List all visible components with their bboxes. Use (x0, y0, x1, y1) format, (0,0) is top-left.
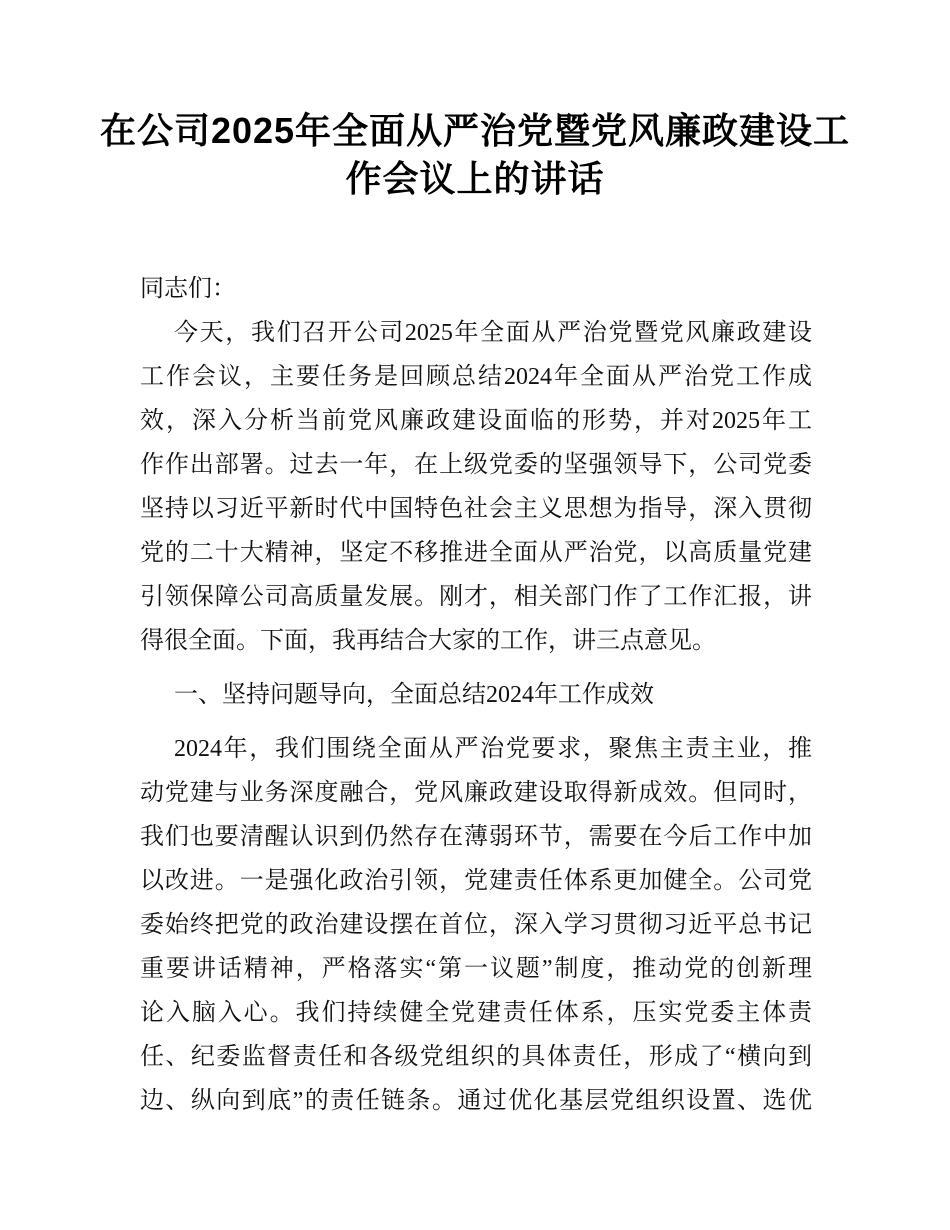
text-line: 效，深入分析当前党风廉政建设面临的形势，并对2025年工 (140, 408, 812, 434)
text-line: 边、纵向到底”的责任链条。通过优化基层党组织设置、选优 (140, 1088, 812, 1114)
paragraph-opening (140, 311, 812, 663)
title-line-1: 在公司2025年全面从严治党暨党风廉政建设工 (99, 110, 851, 151)
text-line: 任、纪委监督责任和各级党组织的具体责任，形成了“横向到 (140, 1044, 812, 1070)
title-line-2: 作会议上的讲话 (345, 158, 605, 199)
text-line: 一、坚持问题导向，全面总结2024年工作成效 (174, 682, 654, 708)
text-line: 我们也要清醒认识到仍然存在薄弱环节，需要在今后工作中加 (140, 824, 812, 850)
text-line: 同志们： (140, 276, 236, 302)
text-line: 以改进。一是强化政治引领，党建责任体系更加健全。公司党 (140, 868, 812, 894)
text-line: 工作会议，主要任务是回顾总结2024年全面从严治党工作成 (140, 364, 812, 390)
salutation (140, 267, 812, 311)
text-line: 坚持以习近平新时代中国特色社会主义思想为指导，深入贯彻 (140, 496, 812, 522)
text-line: 论入脑入心。我们持续健全党建责任体系，压实党委主体责 (140, 1000, 812, 1026)
text-line: 今天，我们召开公司2025年全面从严治党暨党风廉政建设 (174, 320, 812, 346)
document-title (0, 0, 950, 203)
document-body (0, 267, 950, 1123)
text-line: 作作出部署。过去一年，在上级党委的坚强领导下，公司党委 (140, 452, 812, 478)
text-line: 引领保障公司高质量发展。刚才，相关部门作了工作汇报，讲 (140, 584, 812, 610)
text-line: 党的二十大精神，坚定不移推进全面从严治党，以高质量党建 (140, 540, 812, 566)
paragraph-section-1 (140, 727, 812, 1123)
text-line: 委始终把党的政治建设摆在首位，深入学习贯彻习近平总书记 (140, 912, 812, 938)
text-line: 动党建与业务深度融合，党风廉政建设取得新成效。但同时， (140, 780, 812, 806)
section-heading-1 (140, 673, 812, 717)
text-line: 重要讲话精神，严格落实“第一议题”制度，推动党的创新理 (140, 956, 812, 982)
text-line: 得很全面。下面，我再结合大家的工作，讲三点意见。 (140, 628, 716, 654)
text-line: 2024年，我们围绕全面从严治党要求，聚焦主责主业，推 (174, 736, 812, 762)
